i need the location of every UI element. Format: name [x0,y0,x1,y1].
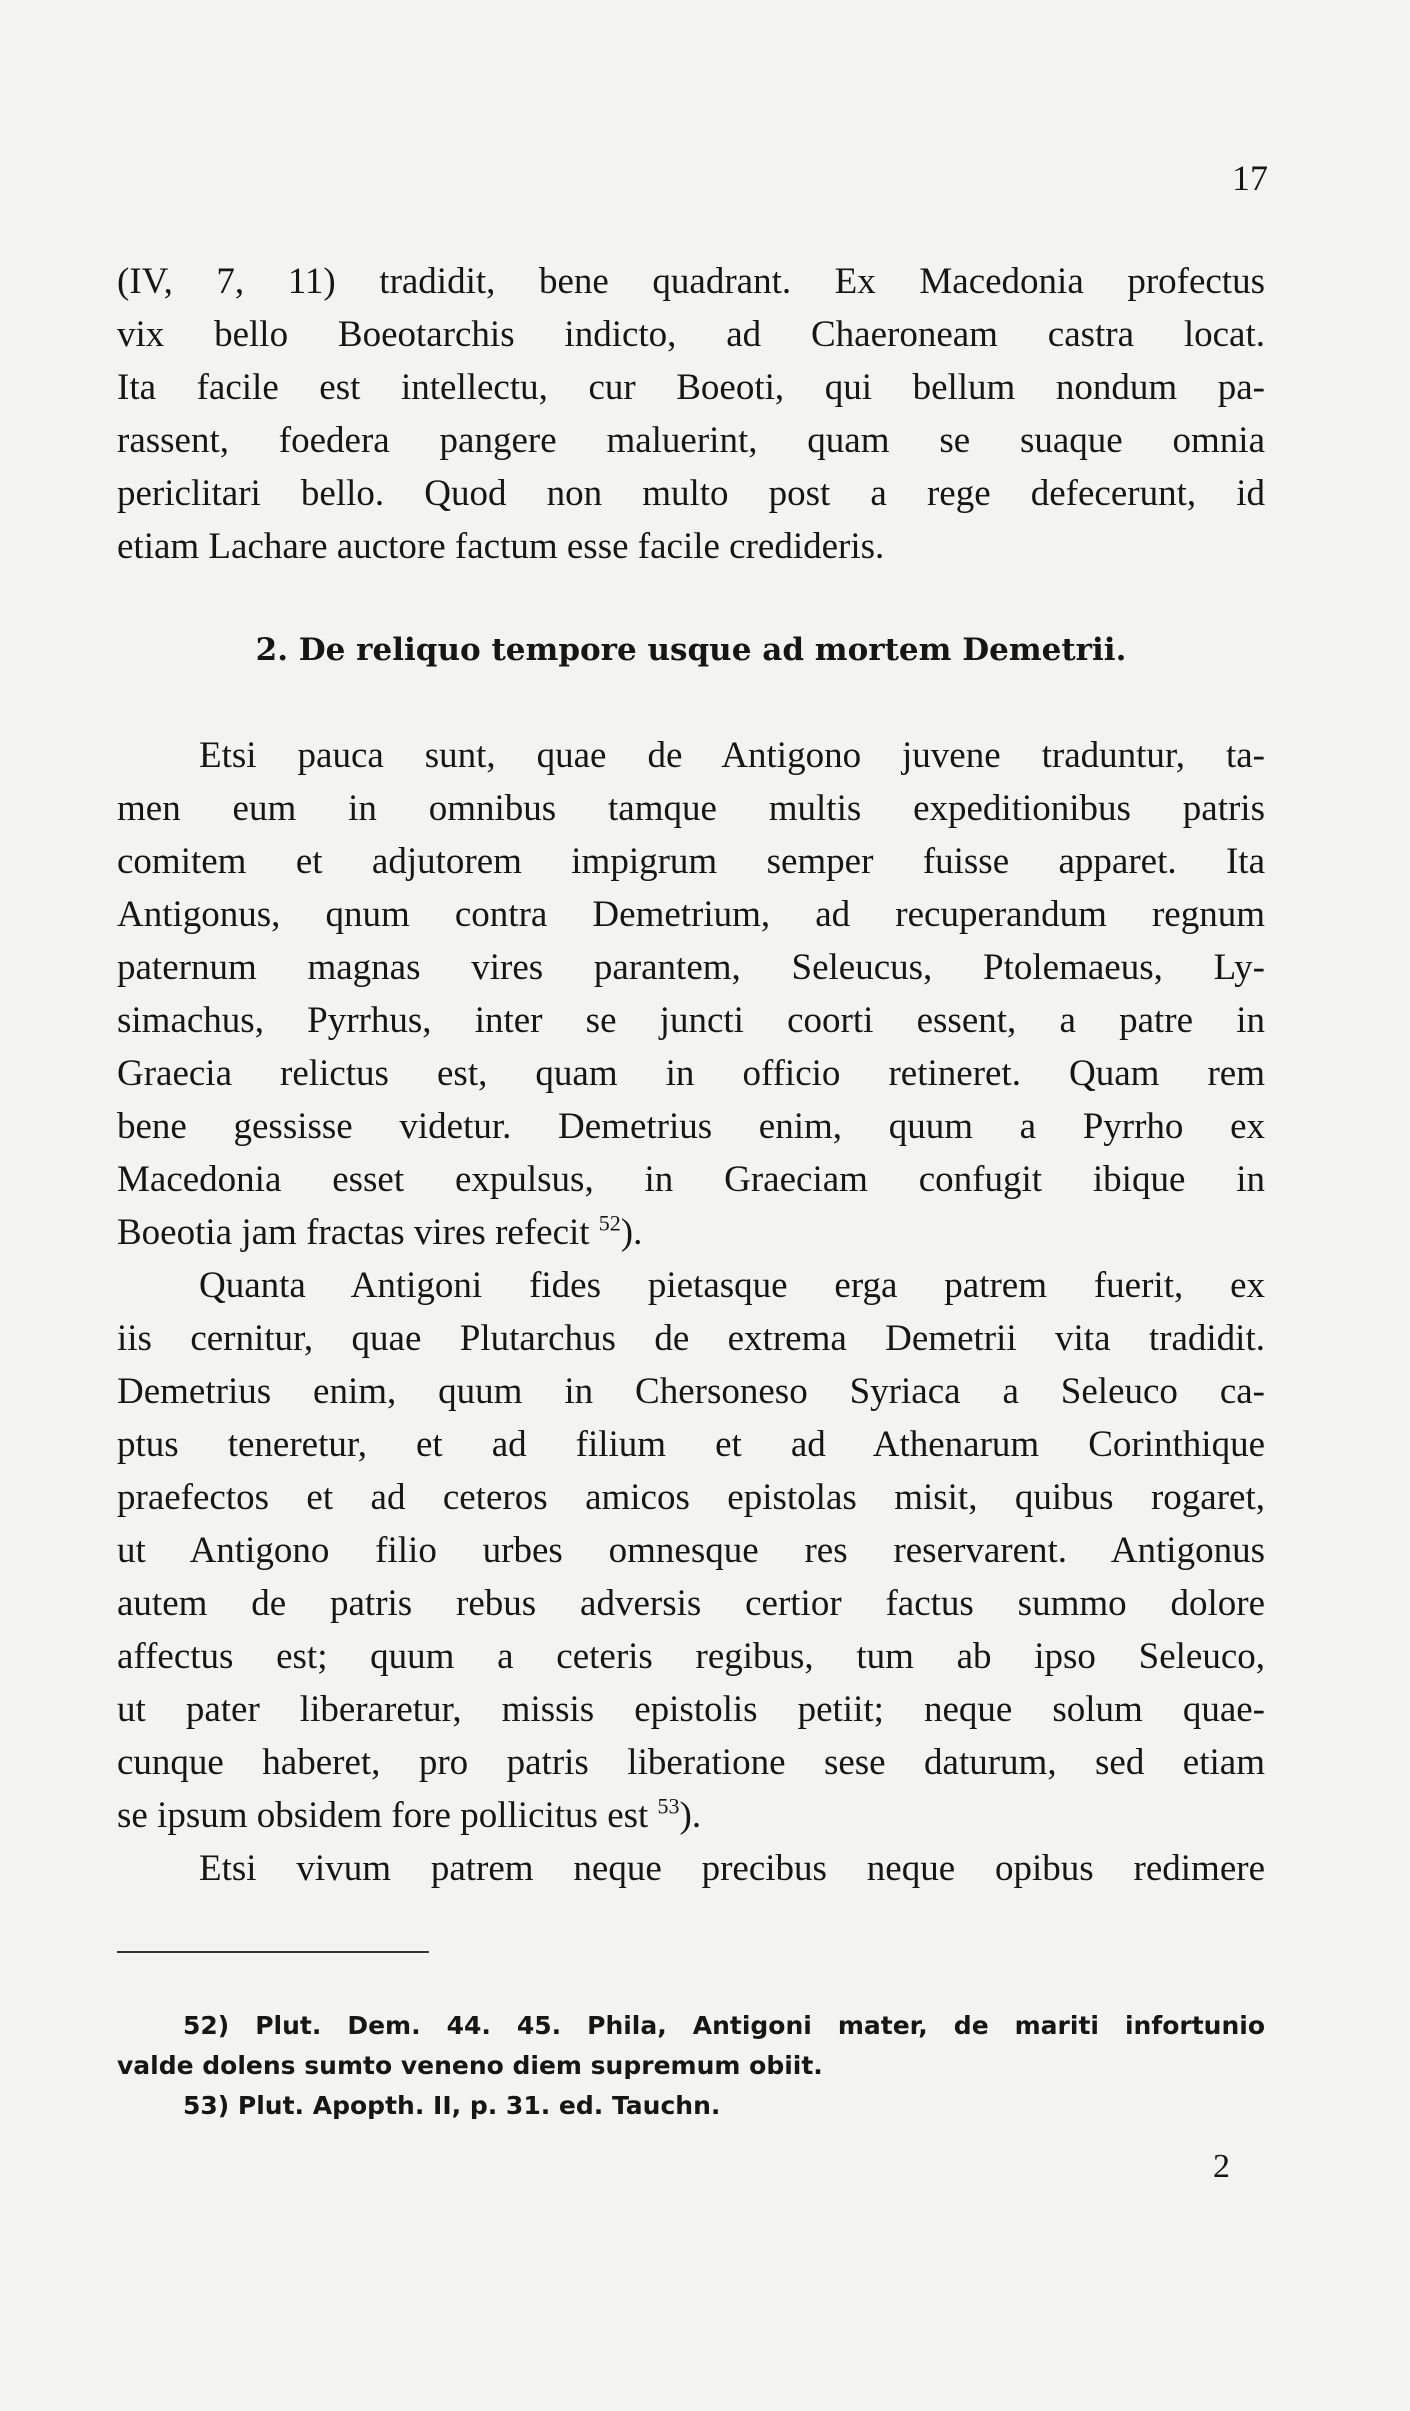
footnote-line: 53) Plut. Apopth. II, p. 31. ed. Tauchn. [183,2091,721,2120]
footnote-reference: 52 [598,1210,621,1236]
text-line: Etsi pauca sunt, quae de Antigono juvene traduntur, ta- [199,735,1265,776]
footnote-divider [117,1951,429,1953]
page-number: 17 [1232,158,1268,198]
paragraph-3 [117,1259,1265,1842]
signature-mark: 2 [1213,2148,1230,2185]
main-text [117,255,1265,1895]
text-line: men eum in omnibus tamque multis expeditionibus patris [117,788,1265,829]
text-line: ut Antigono filio urbes omnesque res reservarent. Antigonus [117,1530,1265,1571]
text-line-with-note [117,1206,1265,1259]
text-segment: Boeotia jam fractas vires refecit [117,1212,590,1253]
text-line: Macedonia esset expulsus, in Graeciam confugit ibique in [117,1159,1265,1200]
text-line: Demetrius enim, quum in Chersoneso Syriaca a Seleuco ca- [117,1371,1265,1412]
text-line: ut pater liberaretur, missis epistolis petiit; neque solum quae- [117,1689,1265,1730]
footnotes [117,2006,1265,2126]
text-line: cunque haberet, pro patris liberatione sese daturum, sed etiam [117,1742,1265,1783]
text-line: Quanta Antigoni fides pietasque erga patrem fuerit, ex [199,1265,1265,1306]
paragraph-1 [117,255,1265,573]
footnote-line: valde dolens sumto veneno diem supremum obiit. [117,2051,823,2080]
text-segment: ). [679,1795,702,1836]
text-line: periclitari bello. Quod non multo post a rege defecerunt, id [117,473,1265,514]
text-line: simachus, Pyrrhus, inter se juncti coorti essent, a patre in [117,1000,1265,1041]
text-line: comitem et adjutorem impigrum semper fuisse apparet. Ita [117,841,1265,882]
text-line: praefectos et ad ceteros amicos epistolas misit, quibus rogaret, [117,1477,1265,1518]
text-line: paternum magnas vires parantem, Seleucus, Ptolemaeus, Ly- [117,947,1265,988]
text-line: ptus teneretur, et ad filium et ad Athenarum Corinthique [117,1424,1265,1465]
footnote-line: 52) Plut. Dem. 44. 45. Phila, Antigoni mater, de mariti infortunio [183,2011,1265,2040]
text-line: iis cernitur, quae Plutarchus de extrema Demetrii vita tradidit. [117,1318,1265,1359]
text-line: Antigonus, qnum contra Demetrium, ad recuperandum regnum [117,894,1265,935]
text-line: rassent, foedera pangere maluerint, quam se suaque omnia [117,420,1265,461]
text-line: Ita facile est intellectu, cur Boeoti, qui bellum nondum pa- [117,367,1265,408]
text-line: vix bello Boeotarchis indicto, ad Chaeroneam castra locat. [117,314,1265,355]
text-line: Etsi vivum patrem neque precibus neque opibus redimere [199,1848,1265,1889]
text-line: Graecia relictus est, quam in officio retineret. Quam rem [117,1053,1265,1094]
text-segment: ). [620,1212,643,1253]
paragraph-4 [117,1842,1265,1895]
text-line: affectus est; quum a ceteris regibus, tum ab ipso Seleuco, [117,1636,1265,1677]
text-line: autem de patris rebus adversis certior factus summo dolore [117,1583,1265,1624]
text-segment: se ipsum obsidem fore pollicitus est [117,1795,649,1836]
section-heading: 2. De reliquo tempore usque ad mortem Demetrii. [255,632,1127,668]
text-line: bene gessisse videtur. Demetrius enim, quum a Pyrrho ex [117,1106,1265,1147]
footnote-reference: 53 [657,1793,680,1819]
text-line: (IV, 7, 11) tradidit, bene quadrant. Ex Macedonia profectus [117,261,1265,302]
text-line: etiam Lachare auctore factum esse facile credideris. [117,526,885,567]
paragraph-2 [117,729,1265,1259]
text-line-with-note [117,1789,1265,1842]
